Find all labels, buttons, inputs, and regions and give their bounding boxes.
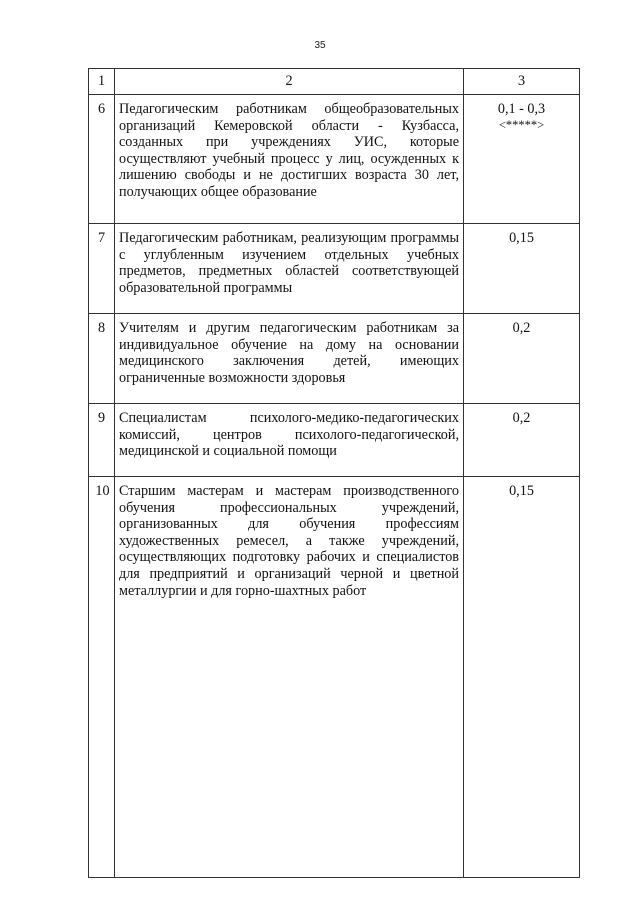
row-value: 0,2 — [464, 314, 580, 404]
table-row — [89, 314, 580, 404]
row-number: 6 — [89, 95, 115, 224]
row-value: 0,15 — [464, 477, 580, 878]
row-number: 7 — [89, 224, 115, 314]
column-header-3: 3 — [464, 69, 580, 95]
row-number: 10 — [89, 477, 115, 878]
row-number: 8 — [89, 314, 115, 404]
table-row — [89, 477, 580, 878]
footnote-reference: <*****> — [498, 117, 545, 132]
row-description: Учителям и другим педагогическим работникам за индивидуальное обучение на дому на основании медицинского заключения детей, имеющих ограниченные возможности здоровья — [115, 314, 464, 404]
row-value: 0,2 — [464, 404, 580, 477]
row-value: 0,15 — [464, 224, 580, 314]
column-header-2: 2 — [115, 69, 464, 95]
coefficients-table — [88, 68, 580, 878]
table-row — [89, 224, 580, 314]
column-header-1: 1 — [89, 69, 115, 95]
table-header-row — [89, 69, 580, 95]
row-description: Специалистам психолого-медико-педагогических комиссий, центров психолого-педагогической, медицинской и социальной помощи — [115, 404, 464, 477]
row-value: 0,1 - 0,3 — [497, 101, 546, 117]
row-number: 9 — [89, 404, 115, 477]
table-row — [89, 404, 580, 477]
row-description: Педагогическим работникам общеобразовательных организаций Кемеровской области - Кузбасса, созданных при учреждениях УИС, которые осуществляют учебный процесс у лиц, осужденных к лишению свободы и не достигших возраста 30 лет, получающих общее образование — [115, 95, 464, 224]
row-description: Старшим мастерам и мастерам производственного обучения профессиональных учреждений, организованных для обучения профессиям художественных ремесел, а также учреждений, осуществляющих подготовку рабочих и специалистов для предприятий и организаций черной и цветной металлургии и для горно-шахтных работ — [115, 477, 464, 878]
page-number: 35 — [314, 40, 326, 51]
row-value-cell — [464, 95, 580, 224]
row-description: Педагогическим работникам, реализующим программы с углубленным изучением отдельных учебных предметов, предметных областей соответствующей образовательной программы — [115, 224, 464, 314]
table-row — [89, 95, 580, 224]
